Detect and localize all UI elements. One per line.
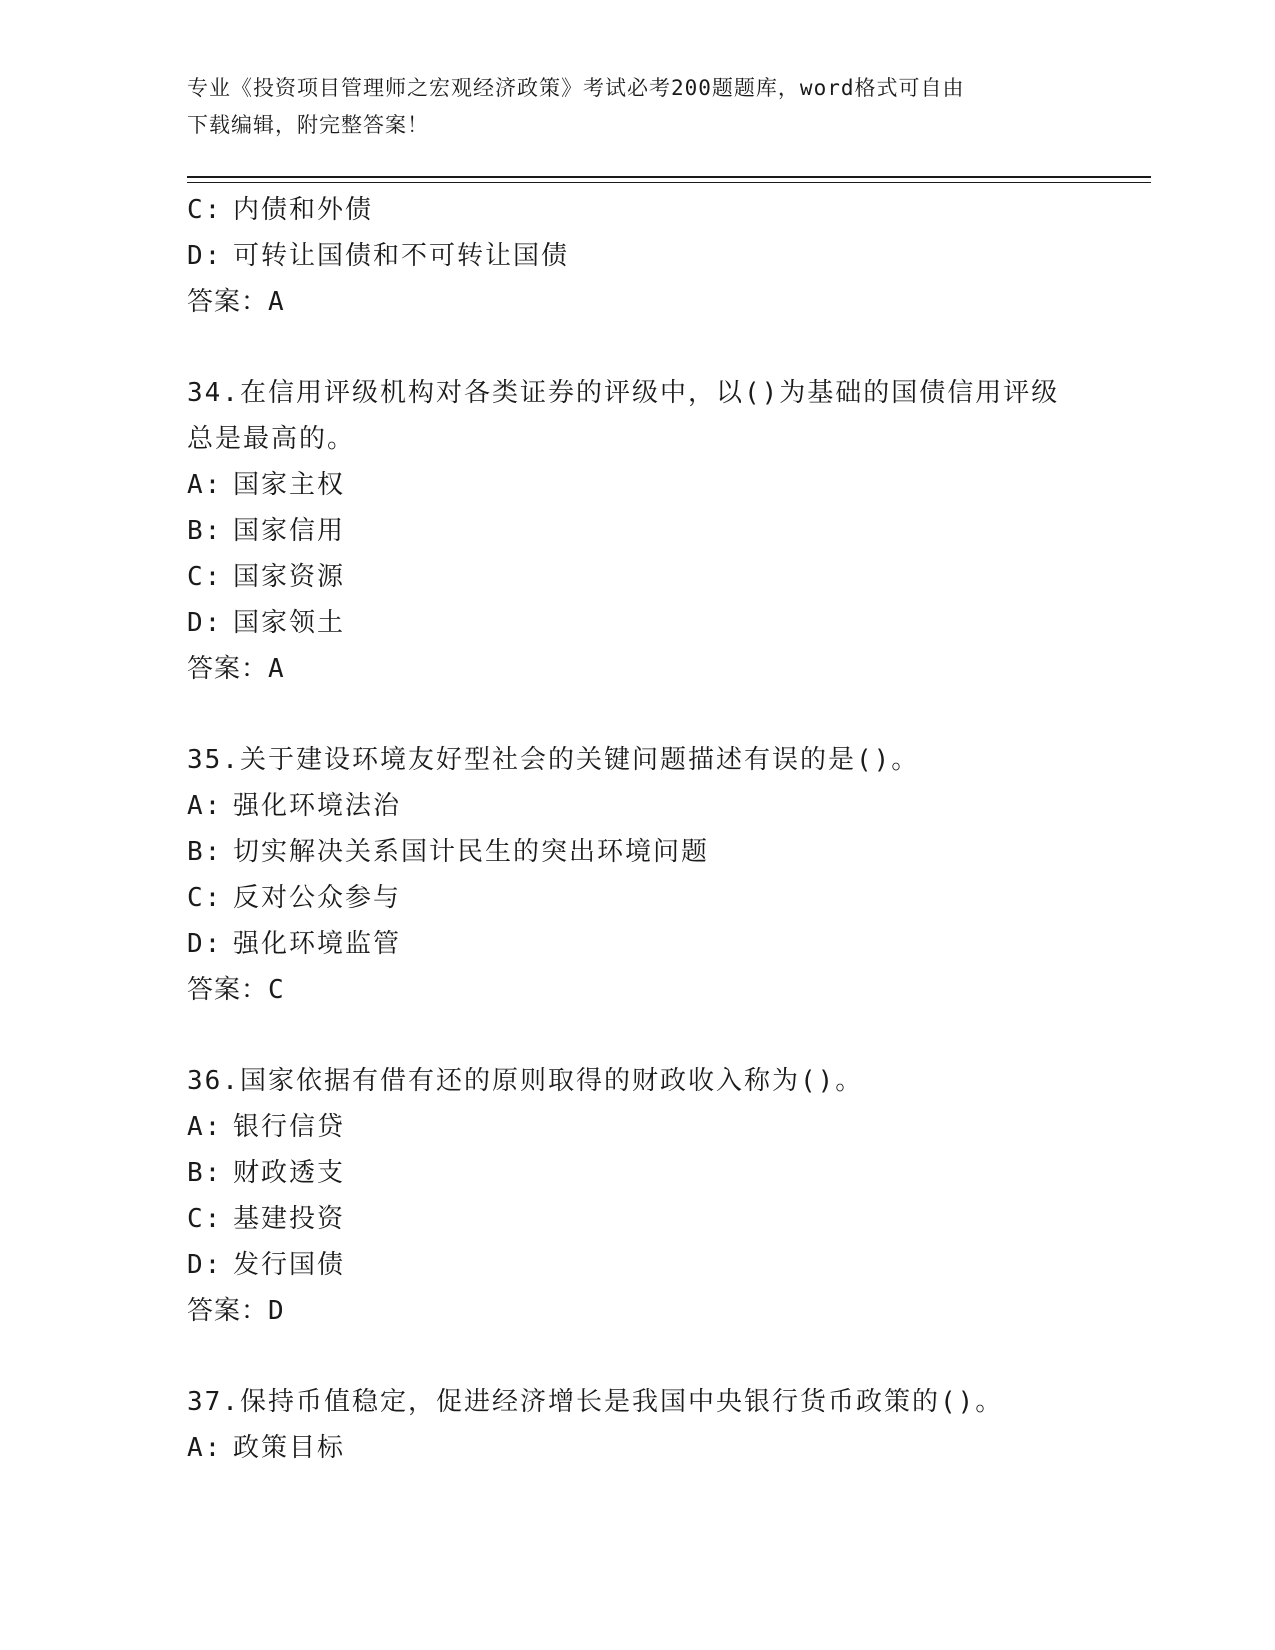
option-letter: D: (187, 608, 223, 638)
answer-label: 答案： (187, 287, 269, 317)
option-letter: B: (187, 1158, 223, 1188)
option-text: 切实解决关系国计民生的突出环境问题 (233, 837, 710, 867)
question-list (187, 187, 1087, 1471)
question-33-continued (187, 187, 1087, 325)
question-stem: 34.在信用评级机构对各类证券的评级中，以()为基础的国债信用评级 (187, 378, 1060, 408)
option-letter: C: (187, 562, 223, 592)
option-a (187, 462, 1087, 508)
question-stem-continued: 总是最高的。 (187, 424, 356, 454)
option-text: 银行信贷 (233, 1112, 346, 1142)
answer-value: A (268, 654, 285, 684)
option-c (187, 1196, 1087, 1242)
option-letter: B: (187, 516, 223, 546)
option-letter: D: (187, 241, 223, 271)
option-text: 政策目标 (233, 1433, 346, 1463)
option-letter: C: (187, 195, 223, 225)
option-text: 强化环境法治 (233, 791, 402, 821)
option-letter: A: (187, 1112, 223, 1142)
option-text: 反对公众参与 (233, 883, 402, 913)
answer-value: A (268, 287, 285, 317)
option-text: 强化环境监管 (233, 929, 402, 959)
option-text: 财政透支 (233, 1158, 346, 1188)
question-37 (187, 1379, 1087, 1471)
option-letter: A: (187, 470, 223, 500)
option-letter: B: (187, 837, 223, 867)
question-stem: 37.保持币值稳定，促进经济增长是我国中央银行货币政策的()。 (187, 1387, 1004, 1417)
option-d (187, 233, 1087, 279)
option-text: 国家信用 (233, 516, 346, 546)
option-a (187, 783, 1087, 829)
option-text: 基建投资 (233, 1204, 346, 1234)
option-text: 国家主权 (233, 470, 346, 500)
option-d (187, 921, 1087, 967)
question-36 (187, 1058, 1087, 1334)
answer-label: 答案： (187, 654, 269, 684)
option-letter: D: (187, 1250, 223, 1280)
answer-line (187, 1288, 1087, 1334)
option-a (187, 1104, 1087, 1150)
option-letter: A: (187, 1433, 223, 1463)
option-letter: C: (187, 1204, 223, 1234)
option-d (187, 600, 1087, 646)
option-text: 内债和外债 (233, 195, 374, 225)
option-b (187, 829, 1087, 875)
question-stem: 36.国家依据有借有还的原则取得的财政收入称为()。 (187, 1066, 864, 1096)
answer-line (187, 279, 1087, 325)
header-rule-thin (187, 182, 1151, 183)
answer-value: D (268, 1296, 285, 1326)
answer-label: 答案： (187, 1296, 269, 1326)
option-text: 国家资源 (233, 562, 346, 592)
option-text: 国家领土 (233, 608, 346, 638)
option-b (187, 508, 1087, 554)
option-c (187, 187, 1087, 233)
answer-label: 答案： (187, 975, 269, 1005)
option-c (187, 554, 1087, 600)
question-stem: 35.关于建设环境友好型社会的关键问题描述有误的是()。 (187, 745, 920, 775)
option-text: 可转让国债和不可转让国债 (233, 241, 570, 271)
option-letter: C: (187, 883, 223, 913)
header-line-2: 下载编辑，附完整答案！ (187, 113, 429, 137)
option-letter: A: (187, 791, 223, 821)
document-header (187, 70, 1087, 144)
header-line-1: 专业《投资项目管理师之宏观经济政策》考试必考200题题库，word格式可自由 (187, 76, 965, 100)
option-b (187, 1150, 1087, 1196)
option-d (187, 1242, 1087, 1288)
option-letter: D: (187, 929, 223, 959)
answer-line (187, 967, 1087, 1013)
answer-value: C (268, 975, 285, 1005)
answer-line (187, 646, 1087, 692)
option-c (187, 875, 1087, 921)
header-rule-thick (187, 176, 1151, 178)
option-text: 发行国债 (233, 1250, 346, 1280)
question-34 (187, 370, 1087, 692)
option-a (187, 1425, 1087, 1471)
question-35 (187, 737, 1087, 1013)
